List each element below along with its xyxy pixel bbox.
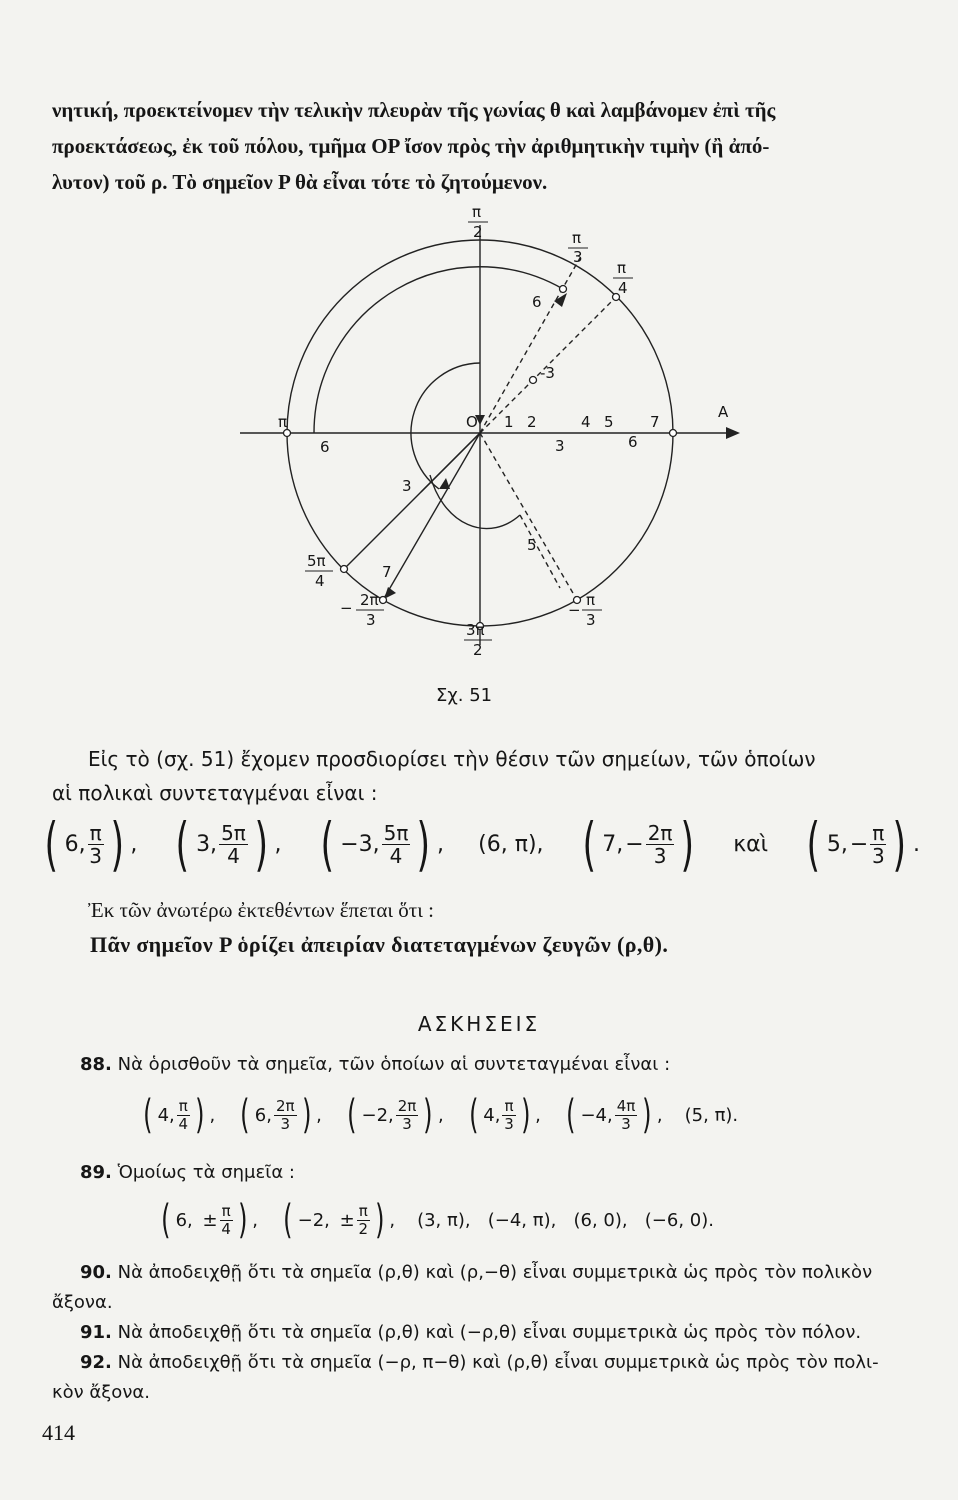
point-item: ( −4, $\frac{4\pi}{3}$ ) , (565, 1092, 663, 1138)
exercise-88-points (140, 1092, 739, 1138)
point-item: ( 5, − $\frac{\pi}{3}$ ) . (806, 810, 920, 878)
intro-line: λυτον) τοῦ ρ. Τὸ σημεῖον P θὰ εἶναι τότε τὸ ζητούμενον. (52, 170, 548, 194)
exercise-text: Νὰ ἀποδειχθῇ ὅτι τὰ σημεῖα (ρ,θ) καὶ (−ρ,θ) εἶναι συμμετρικὰ ὡς πρὸς τὸν πόλον. (117, 1322, 862, 1343)
point-item: ( −2, $\frac{2\pi}{3}$ ) , (347, 1092, 444, 1138)
paragraph-line: αἱ πολικαὶ συντεταγμέναι εἶναι : (52, 781, 378, 805)
label-5pi-quarter-den: 4 (315, 572, 325, 590)
point-theta: $\frac{2\pi}{3}$ (647, 820, 673, 868)
paragraph-points (52, 742, 920, 810)
point-item: ( −2, ± $\frac{\pi}{2}$ ) , (283, 1197, 396, 1243)
exercise-88 (52, 1050, 950, 1080)
point-sign: − (625, 831, 644, 857)
point-marker (670, 430, 677, 437)
exercise-text: Νὰ ὁρισθοῦν τὰ σημεῖα, τῶν ὁποίων αἱ συντεταγμέναι εἶναι : (117, 1054, 671, 1075)
label-mpi3-den: 3 (586, 611, 596, 629)
point-theta: $\frac{5\pi}{4}$ (383, 820, 409, 868)
exercise-89-points (158, 1197, 714, 1243)
point-item: ( −3, $\frac{5\pi}{4}$ ) , (320, 810, 445, 878)
point-label: -3 (540, 364, 555, 382)
conclusion-intro: Ἐκ τῶν ἀνωτέρω ἐκτεθέντων ἕπεται ὅτι : (88, 898, 434, 922)
point-marker (530, 377, 537, 384)
exercise-92 (52, 1348, 922, 1408)
label-mpi3-sign: − (568, 601, 581, 619)
label-pi: π (278, 413, 288, 431)
point-label: 3 (555, 437, 565, 455)
label-pi-third-den: 3 (573, 248, 583, 266)
intro-paragraph (52, 92, 922, 200)
conjunction: καὶ (733, 831, 769, 857)
label-m2pi3-den: 3 (366, 611, 376, 629)
point-marker (380, 597, 387, 604)
exercise-number: 88. (80, 1054, 112, 1075)
exercise-number: 92. (80, 1352, 112, 1373)
point-label: 3 (402, 477, 412, 495)
paragraph-line: Εἰς τὸ (σχ. 51) ἔχομεν προσδιορίσει τὴν θέσιν τῶν σημείων, τῶν ὁποίων (88, 747, 816, 771)
point-item: ( 7, − $\frac{2\pi}{3}$ ) (582, 810, 695, 878)
exercise-89 (52, 1158, 950, 1188)
point-item: (5, π). (684, 1104, 739, 1126)
label-m2pi3-sign: − (340, 599, 353, 617)
point-label: 7 (382, 563, 392, 581)
point-theta: $\frac{\pi}{3}$ (89, 820, 103, 868)
point-item: ( 4, $\frac{\pi}{3}$ ) , (468, 1092, 541, 1138)
label-m2pi3-num: 2π (360, 591, 379, 609)
label-pi-half-den: 2 (473, 223, 483, 241)
figure-caption: Σχ. 51 (436, 685, 493, 706)
point-theta: $\frac{5\pi}{4}$ (221, 820, 246, 868)
exercises-heading: ΑΣΚΗΣΕΙΣ (417, 1012, 541, 1036)
exercise-text: Νὰ ἀποδειχθῇ ὅτι τὰ σημεῖα (−ρ, π−θ) καὶ (ρ,θ) εἶναι συμμετρικὰ ὡς πρὸς τὸν πολι- (117, 1352, 879, 1373)
polar-figure (220, 195, 760, 685)
axis-end-label: A (718, 403, 729, 421)
intro-line: νητική, προεκτείνομεν τὴν τελικὴν πλευρὰν τῆς γωνίας θ καὶ λαμβάνομεν ἐπὶ τῆς (52, 98, 776, 122)
tick-1: 1 (504, 413, 514, 431)
label-pi-half-num: π (472, 203, 482, 221)
point-marker (560, 286, 567, 293)
label-3pi2-den: 2 (473, 641, 483, 659)
ray-pi-third (480, 258, 580, 433)
point-item: ( 6, $\frac{2\pi}{3}$ ) , (240, 1092, 322, 1138)
point-item: (6, π), (478, 831, 544, 857)
point-r: −3, (340, 831, 380, 857)
point-r: 5, (826, 831, 848, 857)
label-pi-quarter-den: 4 (618, 279, 628, 297)
tick-2: 2 (527, 413, 537, 431)
label-pi-third-num: π (572, 229, 582, 247)
point-r: 7, (602, 831, 624, 857)
arrow-spiral (439, 478, 450, 489)
ray-minus-2pi-third (383, 433, 480, 600)
point-marker (341, 566, 348, 573)
point-item: ( 6, $\frac{\pi}{3}$ ) , (44, 810, 138, 878)
point-r: 6, (64, 831, 86, 857)
point-sign: − (849, 831, 869, 857)
exercise-90 (52, 1258, 922, 1318)
exercise-number: 91. (80, 1322, 112, 1343)
point-label: 6 (320, 438, 330, 456)
point-label: 6 (532, 293, 542, 311)
arc-r6 (314, 267, 563, 433)
ray-minus-pi-third (480, 433, 577, 600)
label-mpi3-num: π (586, 591, 596, 609)
exercise-text: ἄξονα. (52, 1292, 113, 1313)
point-item: (3, π), (−4, π), (6, 0), (−6, 0). (417, 1209, 714, 1231)
point-label: 6 (628, 433, 638, 451)
arrow-upper (554, 293, 567, 307)
origin-label: O (466, 413, 478, 431)
exercise-91 (52, 1318, 922, 1348)
page-number: 414 (42, 1420, 75, 1445)
exercise-number: 90. (80, 1262, 112, 1283)
exercise-text: κὸν ἄξονα. (52, 1382, 150, 1403)
label-3pi2-num: 3π (466, 621, 485, 639)
point-r: 3, (196, 831, 218, 857)
point-item: ( 4, $\frac{\pi}{4}$ ) , (143, 1092, 216, 1138)
point-theta: $\frac{\pi}{3}$ (871, 820, 885, 868)
point-label: 5 (527, 536, 537, 554)
tick-5: 5 (604, 413, 614, 431)
point-seg-lower (520, 515, 560, 588)
label-pi-quarter-num: π (617, 259, 627, 277)
tick-4: 4 (581, 413, 591, 431)
intro-line: προεκτάσεως, ἐκ τοῦ πόλου, τμῆμα OP ἴσον πρὸς τὴν ἀριθμητικὴν τιμὴν (ἢ ἀπό- (52, 134, 770, 158)
tick-7: 7 (650, 413, 660, 431)
exercise-number: 89. (80, 1162, 112, 1183)
label-5pi-quarter-num: 5π (307, 552, 326, 570)
exercise-text: Ὁμοίως τὰ σημεῖα : (117, 1162, 295, 1183)
point-item: ( 6, ± $\frac{\pi}{4}$ ) , (161, 1197, 258, 1243)
arrow-axis (726, 427, 740, 439)
point-item: ( 3, $\frac{5\pi}{4}$ ) , (175, 810, 282, 878)
conclusion-statement: Πᾶν σημεῖον P ὁρίζει ἀπειρίαν διατεταγμένων ζευγῶν (ρ,θ). (90, 932, 669, 957)
points-list (40, 810, 920, 878)
exercise-text: Νὰ ἀποδειχθῇ ὅτι τὰ σημεῖα (ρ,θ) καὶ (ρ,−θ) εἶναι συμμετρικὰ ὡς πρὸς τὸν πολικὸν (117, 1262, 873, 1283)
